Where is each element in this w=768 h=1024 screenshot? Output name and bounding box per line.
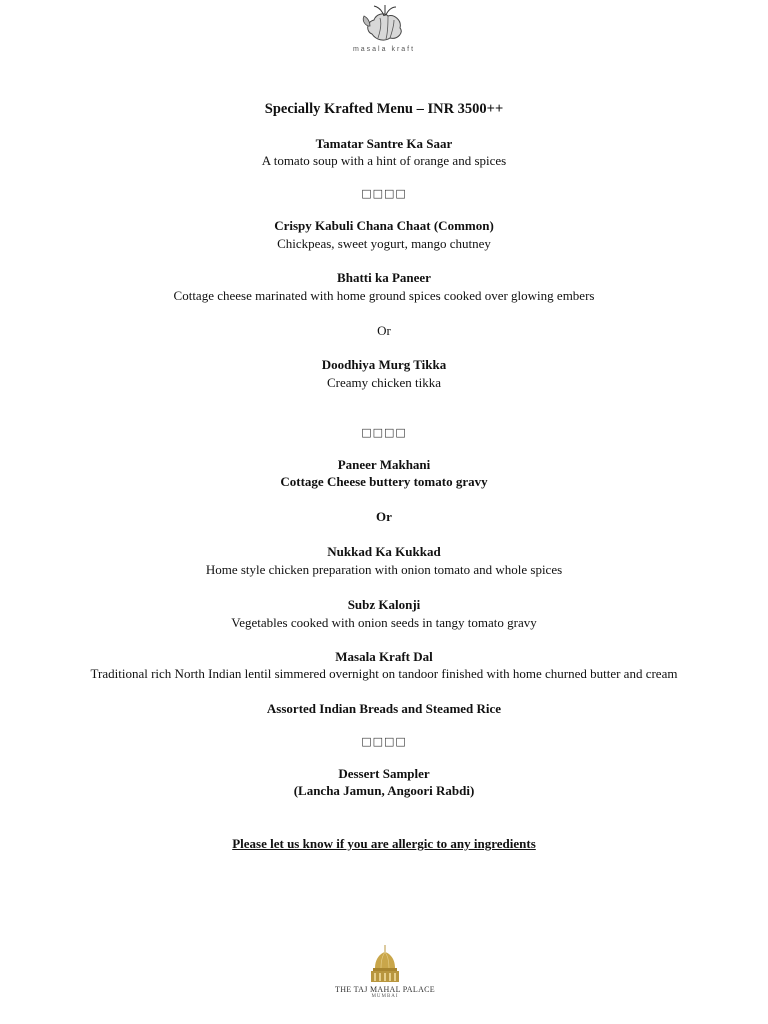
dish-description: Chickpeas, sweet yogurt, mango chutney (277, 236, 491, 251)
dish-name: Assorted Indian Breads and Steamed Rice (266, 701, 502, 716)
masala-kraft-logo (338, 4, 430, 70)
taj-dome-icon (365, 944, 405, 984)
dish-description: Vegetables cooked with onion seeds in tangy tomato gravy (231, 615, 537, 630)
hotel-name: THE TAJ MAHAL PALACE (335, 985, 435, 994)
course-separator: □□□□ (361, 735, 407, 748)
taj-mahal-palace-logo (330, 944, 440, 1010)
dish-name: Paneer Makhani (337, 457, 431, 472)
dish-name: Nukkad Ka Kukkad (327, 544, 441, 559)
course-separator: □□□□ (361, 187, 407, 200)
menu-title: Specially Krafted Menu – INR 3500++ (264, 101, 504, 117)
dish-name: Tamatar Santre Ka Saar (315, 136, 453, 151)
dish-description: A tomato soup with a hint of orange and spices (261, 153, 507, 168)
course-separator: □□□□ (361, 426, 407, 439)
dish-name: Dessert Sampler (338, 766, 430, 781)
allergy-note: Please let us know if you are allergic to any ingredients (232, 836, 536, 851)
hotel-city: MUMBAI (371, 994, 399, 999)
dish-name: Masala Kraft Dal (335, 649, 433, 664)
dish-name: Subz Kalonji (347, 597, 421, 612)
dish-name: Bhatti ka Paneer (337, 270, 431, 285)
dish-description: (Lancha Jamun, Angoori Rabdi) (293, 783, 475, 798)
dish-description: Cottage cheese marinated with home ground spices cooked over glowing embers (173, 288, 595, 303)
dish-name: Crispy Kabuli Chana Chaat (Common) (274, 218, 494, 233)
or-divider: Or (377, 323, 391, 338)
dish-description: Home style chicken preparation with onion tomato and whole spices (205, 562, 563, 577)
dish-description: Traditional rich North Indian lentil simmered overnight on tandoor finished with home churned butter and cream (90, 666, 678, 681)
brand-wordmark: masala kraft (352, 46, 416, 53)
or-divider: Or (376, 509, 392, 524)
dish-description: Cottage Cheese buttery tomato gravy (280, 474, 488, 489)
garlic-bulb-icon (358, 4, 410, 44)
dish-name: Doodhiya Murg Tikka (321, 357, 447, 372)
dish-description: Creamy chicken tikka (326, 375, 442, 390)
